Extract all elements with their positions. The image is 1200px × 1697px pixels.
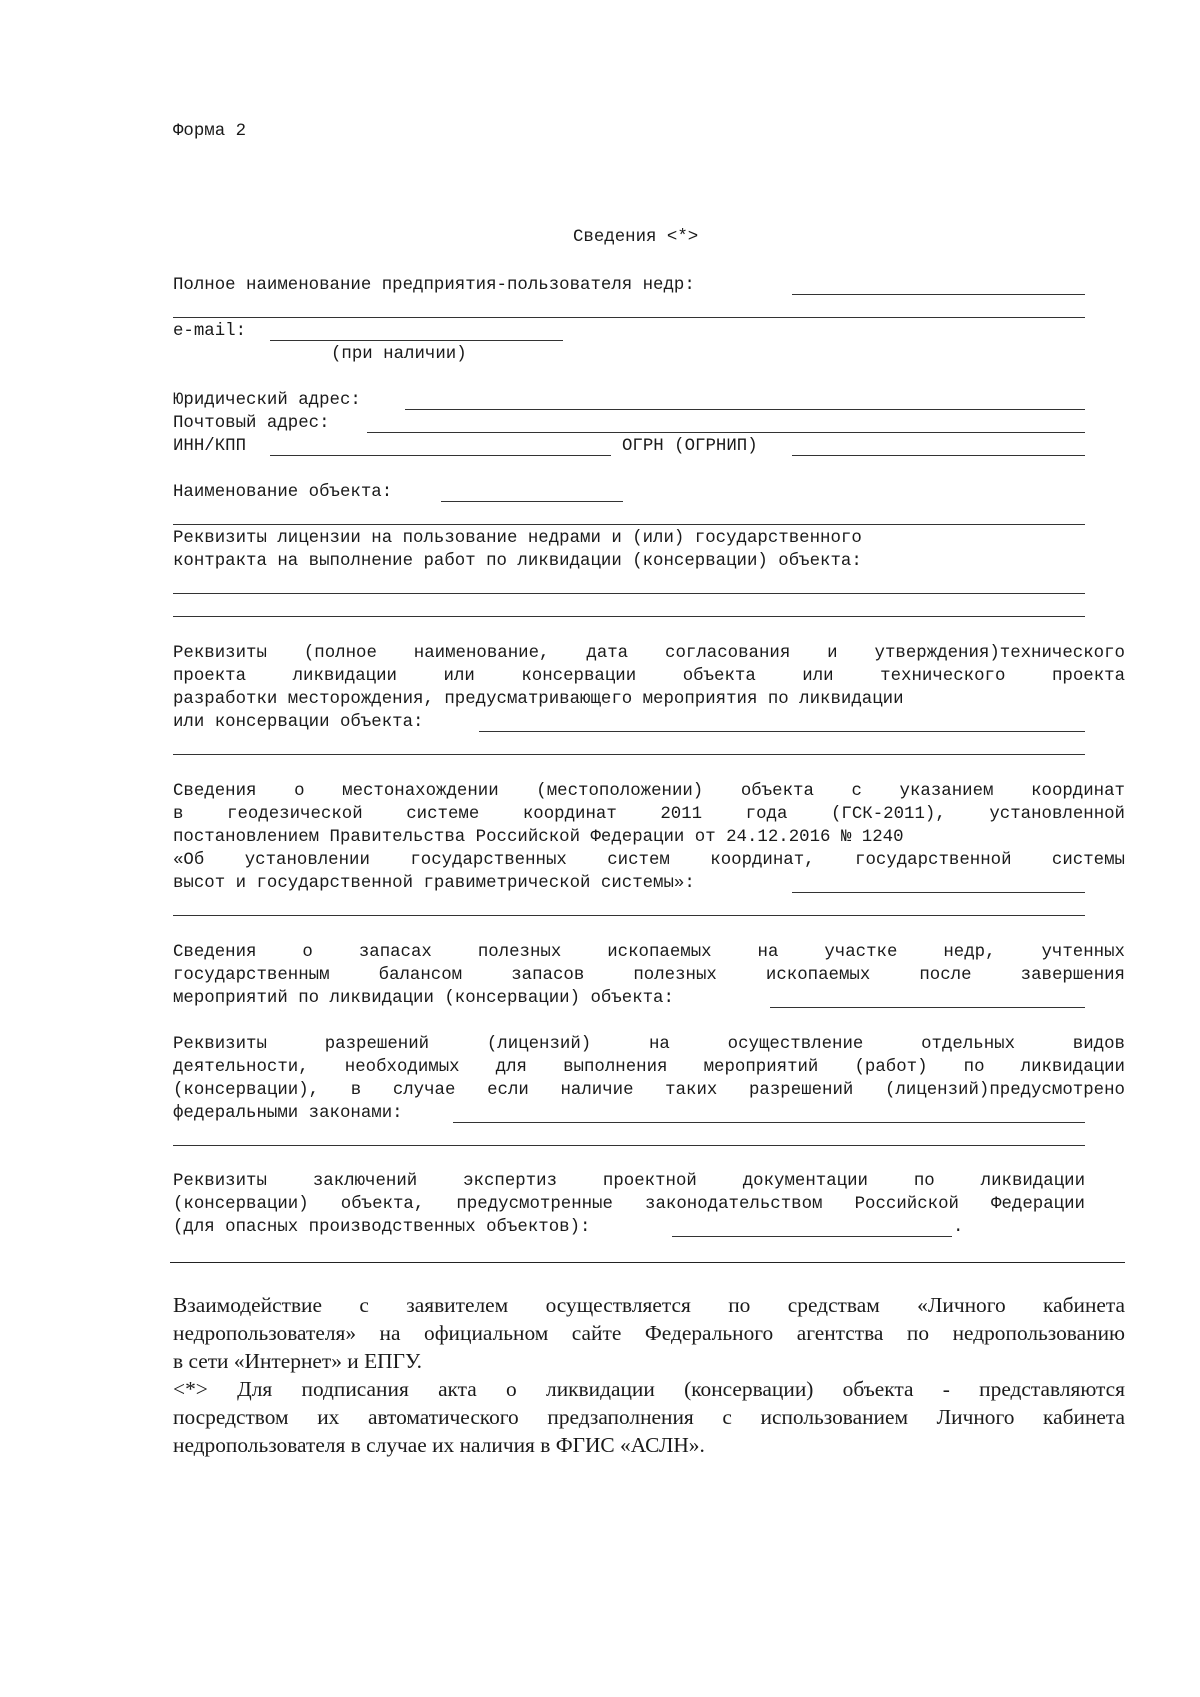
permits-line-3: (консервации), в случае если наличие таких разрешений (лицензий)предусмотрено (173, 1081, 1125, 1100)
license-line-1: Реквизиты лицензии на пользование недрами и (или) государственного (173, 529, 862, 548)
expertise-end-period: . (953, 1218, 964, 1237)
reserves-paragraph (173, 941, 1125, 1010)
ogrn-label: ОГРН (ОГРНИП) (622, 437, 758, 456)
full-name-field-line2[interactable] (173, 317, 1085, 318)
location-line-3: постановлением Правительства Российской Федерации от 24.12.2016 № 1240 (173, 828, 904, 847)
reserves-line-3: мероприятий по ликвидации (консервации) объекта: (173, 989, 674, 1008)
object-name-label: Наименование объекта: (173, 483, 393, 502)
postal-address-label: Почтовый адрес: (173, 414, 330, 433)
project-line-2: проекта ликвидации или консервации объекта или технического проекта (173, 667, 1125, 686)
object-name-field[interactable] (441, 501, 623, 502)
location-line-4: «Об установлении государственных систем координат, государственной системы (173, 851, 1125, 870)
location-field-line2[interactable] (173, 915, 1085, 916)
license-field-line2[interactable] (173, 616, 1085, 617)
legal-address-field[interactable] (405, 409, 1085, 410)
object-name-field-line2[interactable] (173, 524, 1085, 525)
full-name-label: Полное наименование предприятия-пользователя недр: (173, 276, 695, 295)
project-line-4: или консервации объекта: (173, 713, 424, 732)
project-field[interactable] (479, 731, 1085, 732)
location-field[interactable] (792, 892, 1085, 893)
email-field[interactable] (270, 340, 563, 341)
interaction-line-2: недропользователя» на официальном сайте Федерального агентства по недропользованию (173, 1321, 1125, 1345)
legal-address-label: Юридический адрес: (173, 391, 361, 410)
permits-line-4: федеральными законами: (173, 1104, 403, 1123)
expertise-paragraph (173, 1170, 1085, 1239)
full-name-field[interactable] (792, 294, 1085, 295)
form-number: Форма 2 (173, 122, 247, 141)
expertise-line-3: (для опасных производственных объектов): (173, 1218, 591, 1237)
permits-paragraph (173, 1033, 1125, 1125)
project-paragraph (173, 642, 1125, 734)
email-label: e-mail: (173, 322, 247, 341)
expertise-line-2: (консервации) объекта, предусмотренные законодательством Российской Федерации (173, 1195, 1085, 1214)
location-line-1: Сведения о местонахождении (местоположении) объекта с указанием координат (173, 782, 1125, 801)
note-line-1: <*> Для подписания акта о ликвидации (консервации) объекта - представляются (173, 1377, 1125, 1401)
note-line-2: посредством их автоматического предзаполнения с использованием Личного кабинета (173, 1405, 1125, 1429)
footer-note (173, 1375, 1125, 1459)
inn-kpp-field[interactable] (270, 455, 611, 456)
permits-field-line2[interactable] (173, 1145, 1085, 1146)
expertise-field[interactable] (672, 1236, 952, 1237)
reserves-field[interactable] (770, 1007, 1085, 1008)
email-note: (при наличии) (331, 345, 467, 364)
license-line-2: контракта на выполнение работ по ликвидации (консервации) объекта: (173, 552, 862, 571)
project-field-line2[interactable] (173, 754, 1085, 755)
interaction-line-3: в сети «Интернет» и ЕПГУ. (173, 1349, 422, 1373)
form-title: Сведения <*> (573, 228, 699, 247)
reserves-line-1: Сведения о запасах полезных ископаемых на участке недр, учтенных (173, 943, 1125, 962)
section-separator (170, 1262, 1125, 1263)
inn-kpp-label: ИНН/КПП (173, 437, 247, 456)
permits-line-2: деятельности, необходимых для выполнения мероприятий (работ) по ликвидации (173, 1058, 1125, 1077)
license-field[interactable] (173, 593, 1085, 594)
project-line-1: Реквизиты (полное наименование, дата согласования и утверждения)технического (173, 644, 1125, 663)
location-line-5: высот и государственной гравиметрической системы»: (173, 874, 695, 893)
footer-interaction (173, 1291, 1125, 1375)
permits-field[interactable] (453, 1122, 1085, 1123)
interaction-line-1: Взаимодействие с заявителем осуществляется по средствам «Личного кабинета (173, 1293, 1125, 1317)
project-line-3: разработки месторождения, предусматривающего мероприятия по ликвидации (173, 690, 904, 709)
note-line-3: недропользователя в случае их наличия в ФГИС «АСЛН». (173, 1433, 705, 1457)
expertise-line-1: Реквизиты заключений экспертиз проектной документации по ликвидации (173, 1172, 1085, 1191)
ogrn-field[interactable] (792, 455, 1085, 456)
permits-line-1: Реквизиты разрешений (лицензий) на осуществление отдельных видов (173, 1035, 1125, 1054)
location-paragraph (173, 780, 1125, 895)
postal-address-field[interactable] (367, 432, 1085, 433)
location-line-2: в геодезической системе координат 2011 года (ГСК-2011), установленной (173, 805, 1125, 824)
reserves-line-2: государственным балансом запасов полезных ископаемых после завершения (173, 966, 1125, 985)
